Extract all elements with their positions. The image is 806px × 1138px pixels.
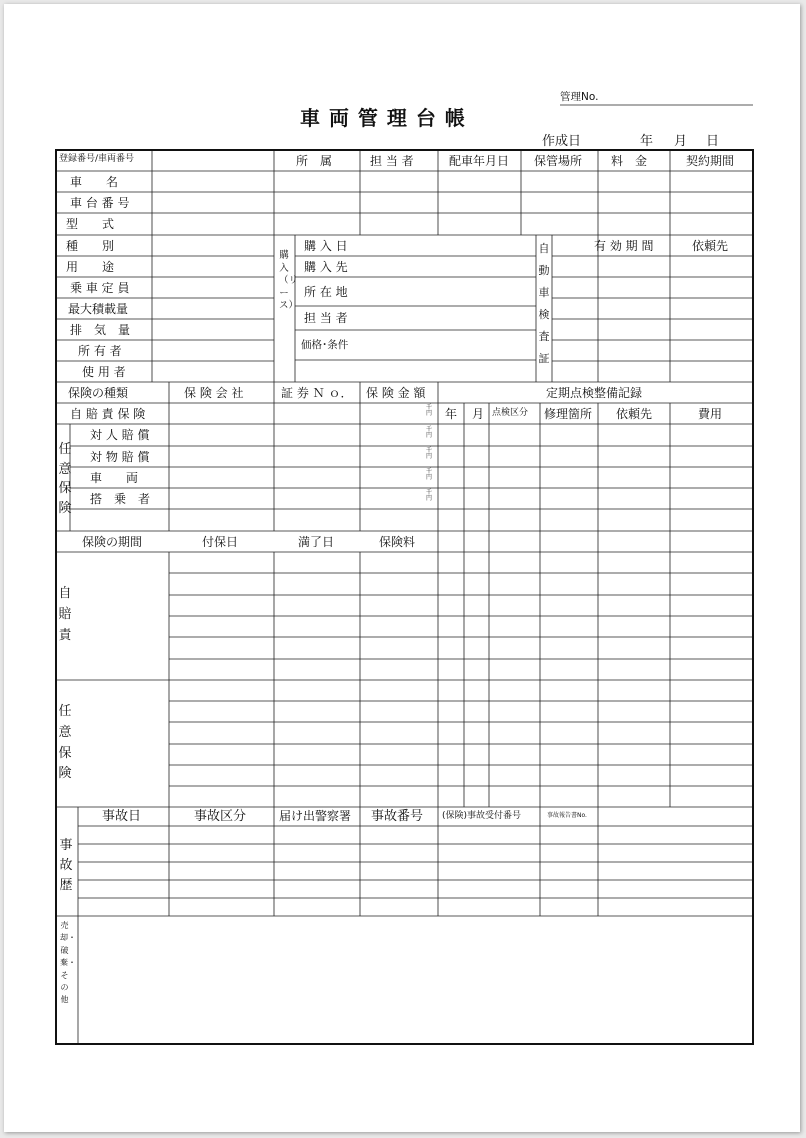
row-usage: 用 途 — [66, 260, 115, 274]
maint-category-header: 点検区分 — [492, 408, 529, 418]
purchase-vendor-label: 購 入 先 — [304, 260, 348, 274]
police-station-header: 届け出警察署 — [279, 809, 352, 823]
expiry-date-header: 満了日 — [298, 535, 335, 549]
row-vehicle-name: 車 名 — [70, 175, 119, 189]
inspection-vertical-label: 自動車検査証 — [538, 242, 550, 365]
premium-header: 保険料 — [379, 535, 416, 549]
ins-policy-no-header: 証 券 Ｎ ｏ． — [281, 386, 353, 400]
purchase-address-label: 所 在 地 — [304, 285, 348, 299]
col-contract-period: 契約期間 — [686, 154, 735, 168]
accident-report-no-header: 事故報告書No. — [547, 812, 587, 819]
row-type: 種 別 — [66, 239, 115, 253]
ins-passenger-label: 搭 乗 者 — [90, 492, 151, 506]
ins-bodily-injury-label: 対 人 賠 償 — [90, 428, 150, 442]
ledger-grid — [4, 4, 800, 1132]
row-owner: 所 有 者 — [78, 344, 122, 358]
created-year-label: 年 — [640, 134, 654, 149]
row-user: 使 用 者 — [82, 365, 126, 379]
accident-date-header: 事故日 — [102, 809, 142, 824]
created-date-label: 作成日 — [542, 134, 582, 149]
ins-property-damage-label: 対 物 賠 償 — [90, 450, 150, 464]
ins-vehicle-label: 車 両 — [90, 471, 139, 485]
ins-type-header: 保険の種類 — [68, 386, 129, 400]
maint-month-header: 月 — [472, 407, 485, 421]
inspection-requester-label: 依頼先 — [692, 239, 729, 253]
accident-category-header: 事故区分 — [194, 809, 247, 824]
purchase-date-label: 購 入 日 — [304, 239, 348, 253]
optional-period-vertical-label: 任意保険 — [58, 704, 72, 782]
yen-unit: 千円 — [425, 468, 432, 482]
accident-no-header: 事故番号 — [371, 809, 424, 824]
maint-year-header: 年 — [445, 407, 458, 421]
ins-company-header: 保 険 会 社 — [184, 386, 244, 400]
period-header: 保険の期間 — [82, 535, 143, 549]
ins-optional-vertical-label: 任意保険 — [58, 442, 72, 516]
maintenance-title: 定期点検整備記録 — [546, 386, 643, 400]
purchase-contact-label: 担 当 者 — [304, 311, 348, 325]
yen-unit: 千円 — [425, 447, 432, 461]
ledger-sheet — [4, 4, 800, 1132]
row-displacement: 排 気 量 — [70, 323, 131, 337]
page-title: 車 両 管 理 台 帳 — [300, 106, 466, 130]
disposal-vertical-label: 売却・破棄・その他 — [60, 921, 76, 1005]
ins-compulsory-label: 自 賠 責 保 険 — [70, 407, 146, 421]
yen-unit: 千円 — [425, 489, 432, 503]
accident-vertical-label: 事故歴 — [59, 838, 73, 894]
compulsory-period-vertical-label: 自賠責 — [58, 586, 72, 643]
created-month-label: 月 — [674, 134, 688, 149]
col-person-in-charge: 担 当 者 — [370, 154, 414, 168]
row-model: 型 式 — [66, 217, 115, 231]
insured-date-header: 付保日 — [202, 535, 239, 549]
row-chassis-no: 車 台 番 号 — [70, 196, 130, 210]
maint-requester-header: 依頼先 — [616, 407, 653, 421]
purchase-vertical-label: 購入（リース） — [279, 250, 299, 312]
management-no-label: 管理No. — [560, 91, 599, 103]
created-day-label: 日 — [706, 134, 720, 149]
col-fee: 料 金 — [611, 154, 648, 168]
yen-unit: 千円 — [425, 426, 432, 440]
reg-no-label: 登録番号/車両番号 — [59, 154, 135, 164]
claim-no-header: (保険)事故受付番号 — [442, 811, 522, 821]
col-affiliation: 所 属 — [296, 154, 333, 168]
yen-unit: 千円 — [425, 404, 432, 418]
inspection-validity-label: 有 効 期 間 — [594, 239, 654, 253]
col-dispatch-date: 配車年月日 — [449, 154, 510, 168]
row-capacity: 乗 車 定 員 — [70, 281, 130, 295]
maint-cost-header: 費用 — [698, 407, 723, 421]
col-storage-location: 保管場所 — [534, 154, 583, 168]
purchase-price-label: 価格･条件 — [301, 339, 349, 351]
row-max-load: 最大積載量 — [68, 302, 129, 316]
ins-amount-header: 保 険 金 額 — [366, 386, 426, 400]
maint-repair-header: 修理箇所 — [544, 407, 593, 421]
